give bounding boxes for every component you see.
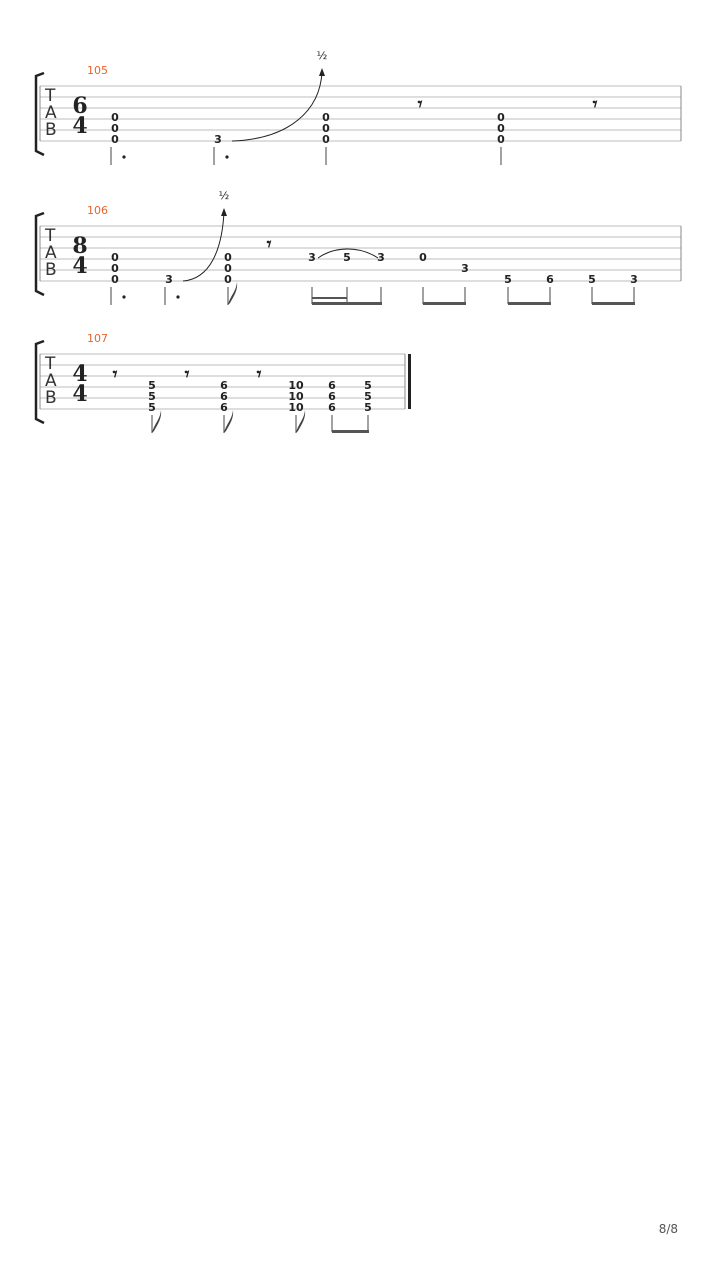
tab-clef-a: A — [45, 371, 57, 391]
system-1 — [36, 49, 681, 165]
fret-number: 3 — [214, 133, 222, 146]
fret-number: 6 — [220, 390, 228, 403]
dotted-note-dot — [176, 295, 179, 298]
time-signature-top: 8 — [72, 233, 88, 259]
fret-number: 0 — [111, 122, 119, 135]
beam — [312, 302, 382, 305]
time-signature-bottom: 4 — [72, 381, 88, 407]
tab-clef-b: B — [45, 120, 57, 140]
tab-clef-t: T — [45, 86, 56, 106]
fret-number: 6 — [328, 390, 336, 403]
eighth-rest: 𝄾 — [112, 364, 118, 385]
time-signature-bottom: 4 — [72, 113, 88, 139]
fret-number: 0 — [111, 133, 119, 146]
fret-number: 5 — [364, 379, 372, 392]
fret-number: 10 — [288, 390, 304, 403]
staff-lines — [40, 86, 681, 141]
eighth-rest: 𝄾 — [266, 234, 272, 255]
measure-number: 105 — [87, 64, 108, 77]
tab-clef-a: A — [45, 243, 57, 263]
tab-clef-t: T — [45, 354, 56, 374]
tab-clef-b: B — [45, 388, 57, 408]
fret-number: 6 — [328, 401, 336, 414]
staff-lines — [40, 226, 681, 281]
fret-number: 5 — [364, 390, 372, 403]
fret-number: 0 — [224, 273, 232, 286]
fret-number: 0 — [111, 262, 119, 275]
fret-number: 0 — [322, 122, 330, 135]
fret-number: 5 — [148, 401, 156, 414]
time-signature-top: 4 — [72, 361, 88, 387]
tab-clef-t: T — [45, 226, 56, 246]
final-barline-thick — [408, 354, 411, 409]
fret-number: 0 — [111, 251, 119, 264]
beam — [312, 297, 347, 299]
fret-number: 0 — [497, 111, 505, 124]
fret-number: 5 — [148, 379, 156, 392]
tab-clef-a: A — [45, 103, 57, 123]
beam — [508, 302, 551, 305]
bend-curve — [232, 72, 322, 141]
fret-number: 6 — [546, 273, 554, 286]
fret-number: 3 — [165, 273, 173, 286]
dotted-note-dot — [122, 295, 125, 298]
beam — [423, 302, 466, 305]
fret-number: 6 — [220, 401, 228, 414]
fret-number: 0 — [224, 251, 232, 264]
dotted-note-dot — [122, 155, 125, 158]
eighth-rest: 𝄾 — [256, 364, 262, 385]
fret-number: 0 — [497, 122, 505, 135]
tab-clef-b: B — [45, 260, 57, 280]
bend-label: ½ — [316, 49, 328, 62]
fret-number: 0 — [111, 111, 119, 124]
eighth-rest: 𝄾 — [417, 94, 423, 115]
fret-number: 0 — [111, 273, 119, 286]
fret-number: 5 — [588, 273, 596, 286]
fret-number: 5 — [343, 251, 351, 264]
system-3 — [36, 332, 411, 433]
beam — [592, 302, 635, 305]
time-signature-top: 6 — [72, 93, 88, 119]
measure-number: 106 — [87, 204, 108, 217]
fret-number: 0 — [497, 133, 505, 146]
fret-number: 3 — [461, 262, 469, 275]
bend-arrow-icon — [221, 208, 227, 216]
fret-number: 3 — [377, 251, 385, 264]
fret-number: 5 — [364, 401, 372, 414]
fret-number: 0 — [322, 133, 330, 146]
dotted-note-dot — [225, 155, 228, 158]
page-number: 8/8 — [658, 1222, 678, 1236]
fret-number: 3 — [630, 273, 638, 286]
fret-number: 10 — [288, 401, 304, 414]
eighth-rest: 𝄾 — [592, 94, 598, 115]
fret-number: 10 — [288, 379, 304, 392]
eighth-rest: 𝄾 — [184, 364, 190, 385]
measure-number: 107 — [87, 332, 108, 345]
fret-number: 6 — [328, 379, 336, 392]
bend-label: ½ — [218, 189, 230, 202]
fret-number: 0 — [419, 251, 427, 264]
fret-number: 3 — [308, 251, 316, 264]
bend-arrow-icon — [319, 68, 325, 76]
fret-number: 0 — [224, 262, 232, 275]
beam — [332, 430, 369, 433]
fret-number: 6 — [220, 379, 228, 392]
bend-curve — [183, 212, 224, 281]
fret-number: 5 — [148, 390, 156, 403]
system-2 — [36, 189, 681, 305]
fret-number: 0 — [322, 111, 330, 124]
time-signature-bottom: 4 — [72, 253, 88, 279]
fret-number: 5 — [504, 273, 512, 286]
